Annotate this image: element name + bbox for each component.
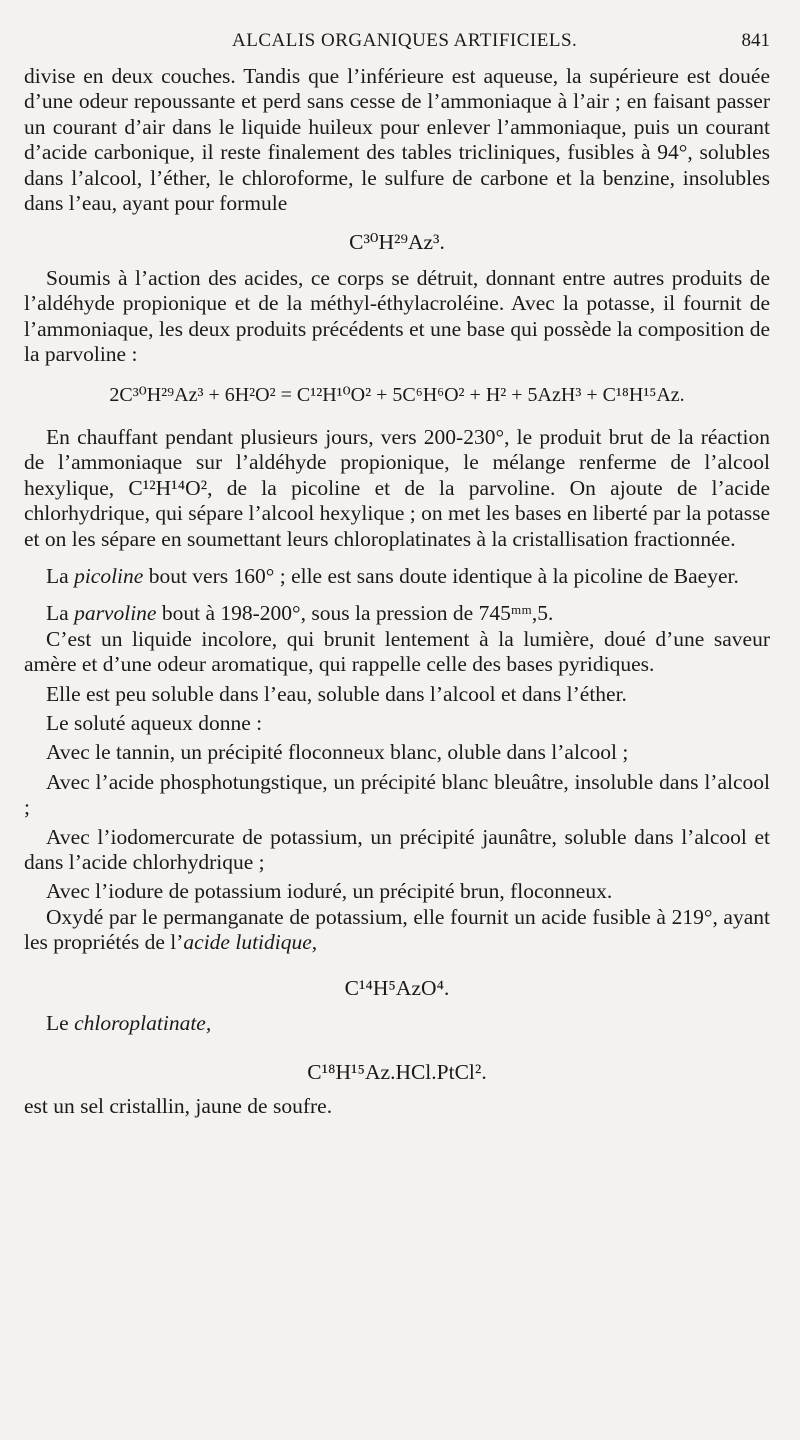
paragraph-iodomercurate: Avec l’iodomercurate de potassium, un précipité jaunâtre, soluble dans l’alcool et dans l’acide chlorhydrique ; bbox=[24, 824, 770, 874]
oxyde-lead: Oxydé par le permanganate de potassium, elle fournit un acide fusible à 219°, ayant les propriétés de l’ bbox=[24, 904, 770, 955]
paragraph-phosphotungstique: Avec l’acide phosphotungstique, un précipité blanc bleuâtre, insoluble dans l’alcool ; bbox=[24, 769, 770, 820]
formula-chloroplatinate: C¹⁸H¹⁵Az.HCl.PtCl². bbox=[307, 1060, 487, 1085]
paragraph-action-acides: Soumis à l’action des acides, ce corps se détruit, donnant entre autres produits de l’aldéhyde propionique et de la méthyl-éthylacroléine. Avec la potasse, il fournit de l’ammoniaque, les deux produits précédents et une base qui possède la composition de la parvoline : bbox=[24, 265, 770, 367]
paragraph-oxyde bbox=[24, 905, 770, 956]
oxyde-term: acide lutidique, bbox=[183, 930, 318, 955]
paragraph-parvoline bbox=[24, 601, 770, 626]
body-text bbox=[24, 64, 770, 1119]
paragraph-solute: Le soluté aqueux donne : bbox=[46, 710, 263, 735]
running-title: ALCALIS ORGANIQUES ARTIFICIELS. bbox=[232, 30, 578, 51]
paragraph-sel-cristallin: est un sel cristallin, jaune de soufre. bbox=[24, 1093, 333, 1118]
paragraph-picoline bbox=[24, 564, 770, 589]
paragraph-chloroplatinate bbox=[24, 1011, 770, 1036]
picoline-rest: bout vers 160° ; elle est sans doute identique à la picoline de Baeyer. bbox=[148, 563, 739, 588]
parvoline-lead: La bbox=[46, 601, 69, 626]
parvoline-rest: bout à 198-200°, sous la pression de 745ᵐᵐ,5. bbox=[161, 601, 554, 626]
picoline-lead: La bbox=[46, 563, 69, 588]
paragraph-iodure: Avec l’iodure de potassium ioduré, un précipité brun, floconneux. bbox=[46, 879, 613, 904]
paragraph-soluble: Elle est peu soluble dans l’eau, soluble dans l’alcool et dans l’éther. bbox=[46, 681, 627, 706]
paragraph-chauffant: En chauffant pendant plusieurs jours, vers 200-230°, le produit brut de la réaction de l’ammoniaque sur l’aldéhyde propionique, le mélange renferme de l’alcool hexylique, C¹²H¹⁴O², de la picoline et de la parvoline. On ajoute de l’acide chlorhydrique, qui sépare l’alcool hexylique ; on met les bases en liberté par la potasse et on les sépare en soumettant leurs chloroplatinates à la cristallisation fractionnée. bbox=[24, 424, 770, 551]
paragraph-liquide: C’est un liquide incolore, qui brunit lentement à la lumière, doué d’une saveur amère et d’une odeur aromatique, qui rappelle celle des bases pyridiques. bbox=[24, 626, 770, 677]
formula-acide-lutidique: C¹⁴H⁵AzO⁴. bbox=[344, 975, 450, 1000]
picoline-term: picoline bbox=[74, 563, 144, 588]
chloroplatinate-lead: Le bbox=[46, 1011, 69, 1035]
page-header bbox=[0, 30, 800, 58]
paragraph-couches: divise en deux couches. Tandis que l’inférieure est aqueuse, la supérieure est douée d’une odeur repoussante et perd sans cesse de l’ammoniaque à l’air ; en faisant passer un courant d’air dans le liquide huileux pour enlever l’ammoniaque, puis un courant d’acide carbonique, il reste finalement des tables tricliniques, fusibles à 94°, solubles dans l’alcool, l’éther, le chloroforme, le sulfure de carbone et la benzine, insolubles dans l’eau, ayant pour formule bbox=[24, 64, 770, 216]
formula-base: C³⁰H²⁹Az³. bbox=[349, 230, 445, 255]
formula-reaction: 2C³⁰H²⁹Az³ + 6H²O² = C¹²H¹⁰O² + 5C⁶H⁶O² + H² + 5AzH³ + C¹⁸H¹⁵Az. bbox=[109, 384, 685, 407]
parvoline-term: parvoline bbox=[74, 601, 157, 626]
chloroplatinate-term: chloroplatinate, bbox=[74, 1011, 212, 1035]
page-number: 841 bbox=[741, 30, 770, 51]
paragraph-tannin: Avec le tannin, un précipité floconneux blanc, oluble dans l’alcool ; bbox=[46, 740, 629, 765]
